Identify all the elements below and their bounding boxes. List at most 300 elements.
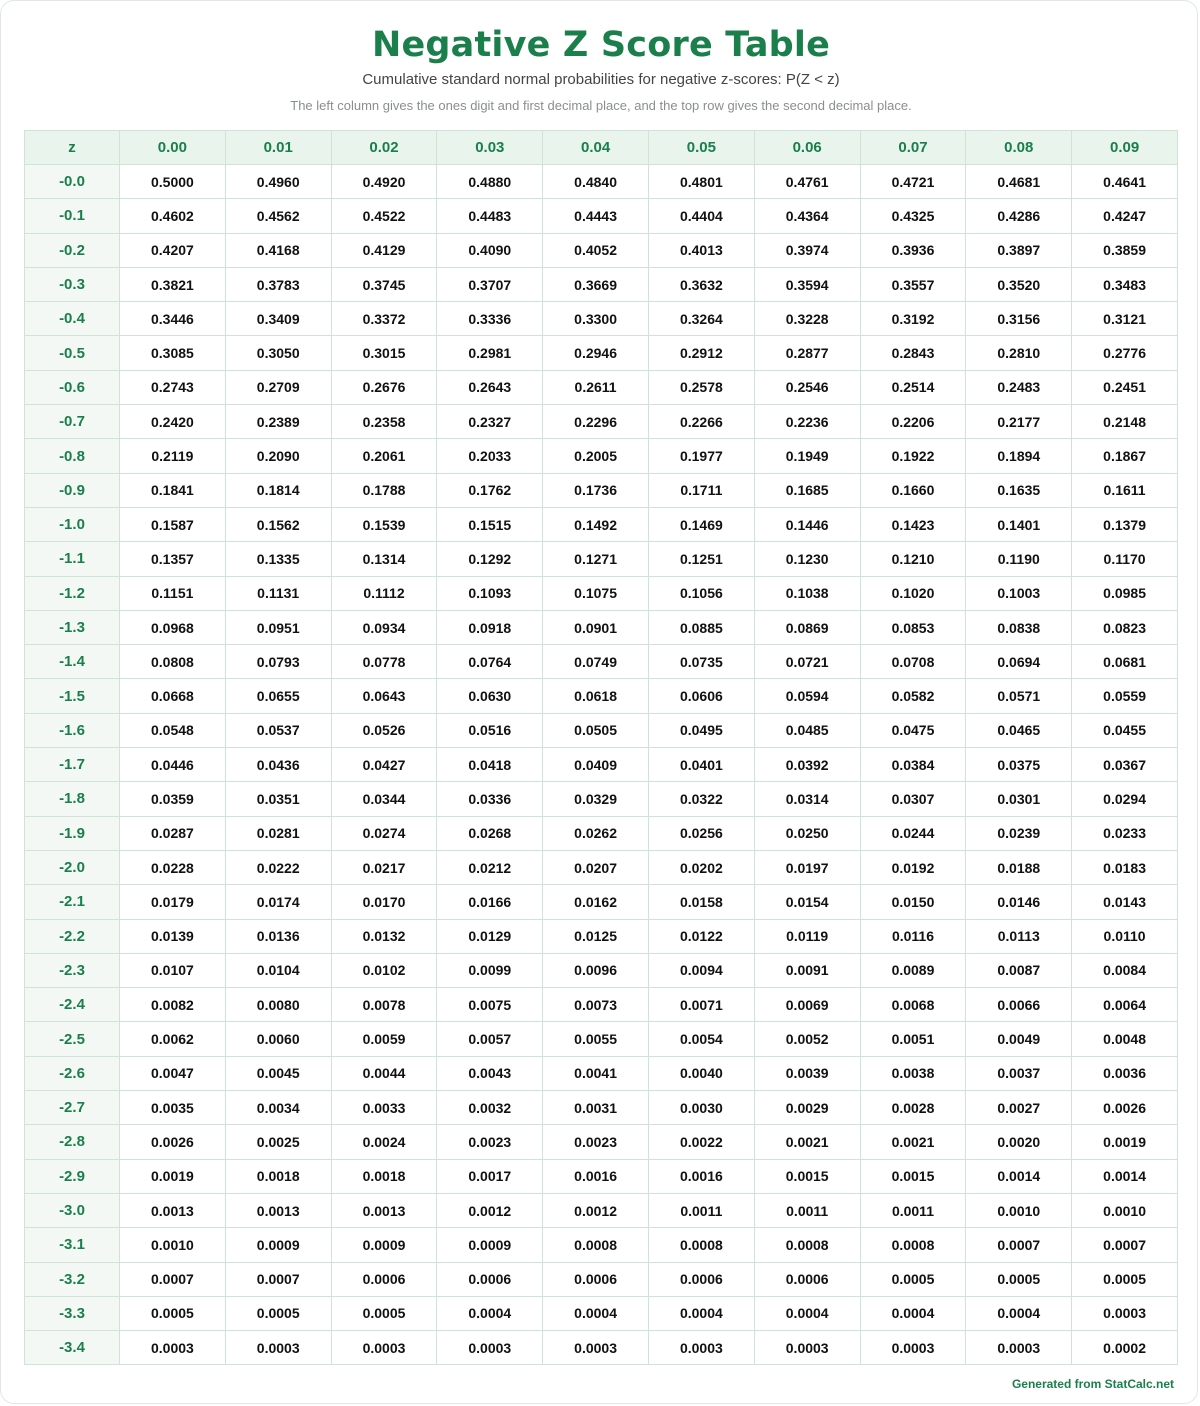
probability-cell: 0.0073 <box>543 988 649 1022</box>
probability-cell: 0.1841 <box>120 473 226 507</box>
probability-cell: 0.0384 <box>860 748 966 782</box>
probability-cell: 0.0516 <box>437 713 543 747</box>
probability-cell: 0.0853 <box>860 610 966 644</box>
probability-cell: 0.2358 <box>331 405 437 439</box>
column-header: 0.06 <box>754 131 860 165</box>
table-row <box>25 988 1178 1022</box>
table-row <box>25 919 1178 953</box>
probability-cell: 0.2514 <box>860 370 966 404</box>
probability-cell: 0.3336 <box>437 302 543 336</box>
probability-cell: 0.0202 <box>648 850 754 884</box>
probability-cell: 0.0132 <box>331 919 437 953</box>
table-row <box>25 850 1178 884</box>
probability-cell: 0.0708 <box>860 645 966 679</box>
probability-cell: 0.0197 <box>754 850 860 884</box>
z-value-cell: -0.0 <box>25 165 120 199</box>
probability-cell: 0.0003 <box>648 1331 754 1365</box>
probability-cell: 0.0375 <box>966 748 1072 782</box>
column-header: 0.03 <box>437 131 543 165</box>
probability-cell: 0.0146 <box>966 885 1072 919</box>
probability-cell: 0.1922 <box>860 439 966 473</box>
probability-cell: 0.1190 <box>966 542 1072 576</box>
probability-cell: 0.3745 <box>331 267 437 301</box>
probability-cell: 0.0084 <box>1072 953 1178 987</box>
probability-cell: 0.0066 <box>966 988 1072 1022</box>
probability-cell: 0.0934 <box>331 610 437 644</box>
probability-cell: 0.1038 <box>754 576 860 610</box>
probability-cell: 0.1020 <box>860 576 966 610</box>
probability-cell: 0.0985 <box>1072 576 1178 610</box>
probability-cell: 0.0244 <box>860 816 966 850</box>
probability-cell: 0.0011 <box>754 1193 860 1227</box>
probability-cell: 0.0036 <box>1072 1056 1178 1090</box>
probability-cell: 0.0823 <box>1072 610 1178 644</box>
probability-cell: 0.4920 <box>331 165 437 199</box>
table-row <box>25 302 1178 336</box>
probability-cell: 0.1379 <box>1072 507 1178 541</box>
z-value-cell: -2.5 <box>25 1022 120 1056</box>
z-value-cell: -3.2 <box>25 1262 120 1296</box>
probability-cell: 0.0007 <box>1072 1228 1178 1262</box>
probability-cell: 0.0071 <box>648 988 754 1022</box>
z-value-cell: -2.0 <box>25 850 120 884</box>
probability-cell: 0.2611 <box>543 370 649 404</box>
probability-cell: 0.0012 <box>543 1193 649 1227</box>
probability-cell: 0.0006 <box>437 1262 543 1296</box>
probability-cell: 0.2061 <box>331 439 437 473</box>
probability-cell: 0.0040 <box>648 1056 754 1090</box>
probability-cell: 0.0116 <box>860 919 966 953</box>
probability-cell: 0.0571 <box>966 679 1072 713</box>
probability-cell: 0.0007 <box>966 1228 1072 1262</box>
probability-cell: 0.0043 <box>437 1056 543 1090</box>
probability-cell: 0.3974 <box>754 233 860 267</box>
probability-cell: 0.0003 <box>120 1331 226 1365</box>
table-row <box>25 1022 1178 1056</box>
table-row <box>25 473 1178 507</box>
probability-cell: 0.0004 <box>543 1296 649 1330</box>
probability-cell: 0.3859 <box>1072 233 1178 267</box>
probability-cell: 0.0044 <box>331 1056 437 1090</box>
probability-cell: 0.0005 <box>120 1296 226 1330</box>
probability-cell: 0.4880 <box>437 165 543 199</box>
probability-cell: 0.0594 <box>754 679 860 713</box>
probability-cell: 0.4090 <box>437 233 543 267</box>
table-row <box>25 233 1178 267</box>
probability-cell: 0.3050 <box>225 336 331 370</box>
probability-cell: 0.0018 <box>331 1159 437 1193</box>
probability-cell: 0.4522 <box>331 199 437 233</box>
probability-cell: 0.2327 <box>437 405 543 439</box>
probability-cell: 0.2451 <box>1072 370 1178 404</box>
table-row <box>25 713 1178 747</box>
probability-cell: 0.0192 <box>860 850 966 884</box>
probability-cell: 0.1131 <box>225 576 331 610</box>
probability-cell: 0.0274 <box>331 816 437 850</box>
z-value-cell: -3.1 <box>25 1228 120 1262</box>
probability-cell: 0.0749 <box>543 645 649 679</box>
probability-cell: 0.0010 <box>120 1228 226 1262</box>
probability-cell: 0.3936 <box>860 233 966 267</box>
column-header: 0.04 <box>543 131 649 165</box>
probability-cell: 0.0559 <box>1072 679 1178 713</box>
probability-cell: 0.0681 <box>1072 645 1178 679</box>
z-value-cell: -1.0 <box>25 507 120 541</box>
probability-cell: 0.0015 <box>754 1159 860 1193</box>
probability-cell: 0.4052 <box>543 233 649 267</box>
probability-cell: 0.1894 <box>966 439 1072 473</box>
probability-cell: 0.2005 <box>543 439 649 473</box>
probability-cell: 0.1230 <box>754 542 860 576</box>
probability-cell: 0.0392 <box>754 748 860 782</box>
probability-cell: 0.0034 <box>225 1091 331 1125</box>
probability-cell: 0.0080 <box>225 988 331 1022</box>
probability-cell: 0.3520 <box>966 267 1072 301</box>
probability-cell: 0.0281 <box>225 816 331 850</box>
z-value-cell: -2.4 <box>25 988 120 1022</box>
probability-cell: 0.0307 <box>860 782 966 816</box>
probability-cell: 0.2776 <box>1072 336 1178 370</box>
probability-cell: 0.0075 <box>437 988 543 1022</box>
probability-cell: 0.2090 <box>225 439 331 473</box>
probability-cell: 0.0005 <box>331 1296 437 1330</box>
probability-cell: 0.0217 <box>331 850 437 884</box>
probability-cell: 0.4129 <box>331 233 437 267</box>
table-row <box>25 1091 1178 1125</box>
probability-cell: 0.2643 <box>437 370 543 404</box>
probability-cell: 0.3156 <box>966 302 1072 336</box>
probability-cell: 0.0057 <box>437 1022 543 1056</box>
probability-cell: 0.1949 <box>754 439 860 473</box>
probability-cell: 0.0143 <box>1072 885 1178 919</box>
probability-cell: 0.1515 <box>437 507 543 541</box>
probability-cell: 0.2676 <box>331 370 437 404</box>
probability-cell: 0.1112 <box>331 576 437 610</box>
probability-cell: 0.0537 <box>225 713 331 747</box>
column-header: 0.08 <box>966 131 1072 165</box>
table-row <box>25 370 1178 404</box>
probability-cell: 0.0004 <box>966 1296 1072 1330</box>
probability-cell: 0.0006 <box>754 1262 860 1296</box>
probability-cell: 0.4840 <box>543 165 649 199</box>
probability-cell: 0.1469 <box>648 507 754 541</box>
probability-cell: 0.3483 <box>1072 267 1178 301</box>
probability-cell: 0.0606 <box>648 679 754 713</box>
probability-cell: 0.0764 <box>437 645 543 679</box>
table-body <box>25 165 1178 1365</box>
probability-cell: 0.1093 <box>437 576 543 610</box>
page-title: Negative Z Score Table <box>371 25 831 65</box>
z-score-table <box>24 130 1178 1365</box>
probability-cell: 0.0019 <box>120 1159 226 1193</box>
probability-cell: 0.0436 <box>225 748 331 782</box>
probability-cell: 0.0008 <box>543 1228 649 1262</box>
table-row <box>25 199 1178 233</box>
z-column-header: z <box>25 131 120 165</box>
table-row <box>25 1296 1178 1330</box>
table-row <box>25 1262 1178 1296</box>
z-value-cell: -1.8 <box>25 782 120 816</box>
probability-cell: 0.1271 <box>543 542 649 576</box>
probability-cell: 0.0793 <box>225 645 331 679</box>
probability-cell: 0.0017 <box>437 1159 543 1193</box>
probability-cell: 0.4641 <box>1072 165 1178 199</box>
probability-cell: 0.1251 <box>648 542 754 576</box>
probability-cell: 0.2578 <box>648 370 754 404</box>
probability-cell: 0.0239 <box>966 816 1072 850</box>
probability-cell: 0.2033 <box>437 439 543 473</box>
probability-cell: 0.0037 <box>966 1056 1072 1090</box>
probability-cell: 0.0052 <box>754 1022 860 1056</box>
probability-cell: 0.2709 <box>225 370 331 404</box>
probability-cell: 0.0170 <box>331 885 437 919</box>
probability-cell: 0.0104 <box>225 953 331 987</box>
probability-cell: 0.4404 <box>648 199 754 233</box>
probability-cell: 0.0125 <box>543 919 649 953</box>
probability-cell: 0.0951 <box>225 610 331 644</box>
probability-cell: 0.3669 <box>543 267 649 301</box>
z-value-cell: -1.5 <box>25 679 120 713</box>
z-value-cell: -0.9 <box>25 473 120 507</box>
table-row <box>25 1125 1178 1159</box>
probability-cell: 0.0003 <box>1072 1296 1178 1330</box>
column-header: 0.01 <box>225 131 331 165</box>
probability-cell: 0.1814 <box>225 473 331 507</box>
table-row <box>25 1193 1178 1227</box>
probability-cell: 0.0064 <box>1072 988 1178 1022</box>
probability-cell: 0.0344 <box>331 782 437 816</box>
probability-cell: 0.2810 <box>966 336 1072 370</box>
probability-cell: 0.0113 <box>966 919 1072 953</box>
table-row <box>25 542 1178 576</box>
probability-cell: 0.0019 <box>1072 1125 1178 1159</box>
probability-cell: 0.3783 <box>225 267 331 301</box>
probability-cell: 0.0041 <box>543 1056 649 1090</box>
probability-cell: 0.0129 <box>437 919 543 953</box>
probability-cell: 0.4483 <box>437 199 543 233</box>
probability-cell: 0.3632 <box>648 267 754 301</box>
probability-cell: 0.3300 <box>543 302 649 336</box>
probability-cell: 0.0020 <box>966 1125 1072 1159</box>
probability-cell: 0.0091 <box>754 953 860 987</box>
probability-cell: 0.3085 <box>120 336 226 370</box>
probability-cell: 0.0233 <box>1072 816 1178 850</box>
probability-cell: 0.0016 <box>648 1159 754 1193</box>
z-value-cell: -0.6 <box>25 370 120 404</box>
probability-cell: 0.0023 <box>437 1125 543 1159</box>
probability-cell: 0.0009 <box>225 1228 331 1262</box>
probability-cell: 0.1867 <box>1072 439 1178 473</box>
probability-cell: 0.0048 <box>1072 1022 1178 1056</box>
probability-cell: 0.0183 <box>1072 850 1178 884</box>
table-row <box>25 405 1178 439</box>
probability-cell: 0.1635 <box>966 473 1072 507</box>
z-value-cell: -3.4 <box>25 1331 120 1365</box>
probability-cell: 0.0023 <box>543 1125 649 1159</box>
probability-cell: 0.1539 <box>331 507 437 541</box>
z-value-cell: -2.3 <box>25 953 120 987</box>
probability-cell: 0.0060 <box>225 1022 331 1056</box>
probability-cell: 0.0301 <box>966 782 1072 816</box>
probability-cell: 0.0869 <box>754 610 860 644</box>
probability-cell: 0.0548 <box>120 713 226 747</box>
probability-cell: 0.2389 <box>225 405 331 439</box>
probability-cell: 0.0011 <box>860 1193 966 1227</box>
probability-cell: 0.0003 <box>437 1331 543 1365</box>
probability-cell: 0.0045 <box>225 1056 331 1090</box>
table-row <box>25 748 1178 782</box>
probability-cell: 0.0038 <box>860 1056 966 1090</box>
z-value-cell: -1.3 <box>25 610 120 644</box>
column-header: 0.02 <box>331 131 437 165</box>
probability-cell: 0.0007 <box>225 1262 331 1296</box>
z-value-cell: -0.7 <box>25 405 120 439</box>
probability-cell: 0.0154 <box>754 885 860 919</box>
table-row <box>25 336 1178 370</box>
probability-cell: 0.0014 <box>1072 1159 1178 1193</box>
probability-cell: 0.0808 <box>120 645 226 679</box>
probability-cell: 0.0582 <box>860 679 966 713</box>
probability-cell: 0.0030 <box>648 1091 754 1125</box>
probability-cell: 0.2743 <box>120 370 226 404</box>
probability-cell: 0.1562 <box>225 507 331 541</box>
probability-cell: 0.0427 <box>331 748 437 782</box>
probability-cell: 0.0322 <box>648 782 754 816</box>
probability-cell: 0.2119 <box>120 439 226 473</box>
probability-cell: 0.0035 <box>120 1091 226 1125</box>
probability-cell: 0.0013 <box>225 1193 331 1227</box>
table-header <box>25 131 1178 165</box>
probability-cell: 0.0018 <box>225 1159 331 1193</box>
probability-cell: 0.0150 <box>860 885 966 919</box>
probability-cell: 0.0505 <box>543 713 649 747</box>
probability-cell: 0.0006 <box>543 1262 649 1296</box>
probability-cell: 0.0029 <box>754 1091 860 1125</box>
probability-cell: 0.0294 <box>1072 782 1178 816</box>
z-value-cell: -1.2 <box>25 576 120 610</box>
source-credit: Generated from StatCalc.net <box>1011 1377 1174 1391</box>
probability-cell: 0.0022 <box>648 1125 754 1159</box>
probability-cell: 0.1788 <box>331 473 437 507</box>
probability-cell: 0.0314 <box>754 782 860 816</box>
z-value-cell: -2.9 <box>25 1159 120 1193</box>
probability-cell: 0.0643 <box>331 679 437 713</box>
probability-cell: 0.0006 <box>331 1262 437 1296</box>
probability-cell: 0.0139 <box>120 919 226 953</box>
probability-cell: 0.0007 <box>120 1262 226 1296</box>
probability-cell: 0.4325 <box>860 199 966 233</box>
probability-cell: 0.0778 <box>331 645 437 679</box>
probability-cell: 0.3372 <box>331 302 437 336</box>
table-row <box>25 1331 1178 1365</box>
probability-cell: 0.0102 <box>331 953 437 987</box>
z-value-cell: -0.2 <box>25 233 120 267</box>
probability-cell: 0.0455 <box>1072 713 1178 747</box>
probability-cell: 0.1314 <box>331 542 437 576</box>
probability-cell: 0.3594 <box>754 267 860 301</box>
probability-cell: 0.0033 <box>331 1091 437 1125</box>
probability-cell: 0.0005 <box>860 1262 966 1296</box>
probability-cell: 0.0008 <box>860 1228 966 1262</box>
probability-cell: 0.0475 <box>860 713 966 747</box>
z-value-cell: -0.4 <box>25 302 120 336</box>
probability-cell: 0.0002 <box>1072 1331 1178 1365</box>
probability-cell: 0.3121 <box>1072 302 1178 336</box>
probability-cell: 0.4247 <box>1072 199 1178 233</box>
probability-cell: 0.4168 <box>225 233 331 267</box>
probability-cell: 0.1446 <box>754 507 860 541</box>
z-value-cell: -0.3 <box>25 267 120 301</box>
table-row <box>25 267 1178 301</box>
probability-cell: 0.0262 <box>543 816 649 850</box>
probability-cell: 0.0008 <box>648 1228 754 1262</box>
probability-cell: 0.1357 <box>120 542 226 576</box>
z-value-cell: -1.4 <box>25 645 120 679</box>
probability-cell: 0.2877 <box>754 336 860 370</box>
table-row <box>25 816 1178 850</box>
probability-cell: 0.0003 <box>331 1331 437 1365</box>
page-subtitle: Cumulative standard normal probabilities for negative z-scores: P(Z < z) <box>362 71 840 88</box>
probability-cell: 0.1685 <box>754 473 860 507</box>
probability-cell: 0.0918 <box>437 610 543 644</box>
probability-cell: 0.0287 <box>120 816 226 850</box>
table-row <box>25 1159 1178 1193</box>
probability-cell: 0.0009 <box>437 1228 543 1262</box>
z-value-cell: -2.2 <box>25 919 120 953</box>
probability-cell: 0.0049 <box>966 1022 1072 1056</box>
probability-cell: 0.0094 <box>648 953 754 987</box>
probability-cell: 0.3409 <box>225 302 331 336</box>
probability-cell: 0.0003 <box>860 1331 966 1365</box>
probability-cell: 0.0351 <box>225 782 331 816</box>
probability-cell: 0.0089 <box>860 953 966 987</box>
probability-cell: 0.0015 <box>860 1159 966 1193</box>
table-row <box>25 610 1178 644</box>
probability-cell: 0.0026 <box>1072 1091 1178 1125</box>
probability-cell: 0.2912 <box>648 336 754 370</box>
probability-cell: 0.0062 <box>120 1022 226 1056</box>
probability-cell: 0.0005 <box>966 1262 1072 1296</box>
table-row <box>25 165 1178 199</box>
probability-cell: 0.0136 <box>225 919 331 953</box>
probability-cell: 0.0179 <box>120 885 226 919</box>
probability-cell: 0.0039 <box>754 1056 860 1090</box>
z-value-cell: -3.3 <box>25 1296 120 1330</box>
probability-cell: 0.1736 <box>543 473 649 507</box>
probability-cell: 0.0166 <box>437 885 543 919</box>
probability-cell: 0.0016 <box>543 1159 649 1193</box>
probability-cell: 0.1056 <box>648 576 754 610</box>
probability-cell: 0.3264 <box>648 302 754 336</box>
probability-cell: 0.0735 <box>648 645 754 679</box>
z-value-cell: -2.6 <box>25 1056 120 1090</box>
probability-cell: 0.4761 <box>754 165 860 199</box>
table-row <box>25 953 1178 987</box>
z-value-cell: -2.1 <box>25 885 120 919</box>
probability-cell: 0.3446 <box>120 302 226 336</box>
probability-cell: 0.1611 <box>1072 473 1178 507</box>
table-row <box>25 439 1178 473</box>
probability-cell: 0.0028 <box>860 1091 966 1125</box>
probability-cell: 0.2206 <box>860 405 966 439</box>
z-value-cell: -2.8 <box>25 1125 120 1159</box>
table-row <box>25 679 1178 713</box>
probability-cell: 0.0694 <box>966 645 1072 679</box>
table-row <box>25 507 1178 541</box>
probability-cell: 0.0013 <box>120 1193 226 1227</box>
probability-cell: 0.0013 <box>331 1193 437 1227</box>
probability-cell: 0.0250 <box>754 816 860 850</box>
